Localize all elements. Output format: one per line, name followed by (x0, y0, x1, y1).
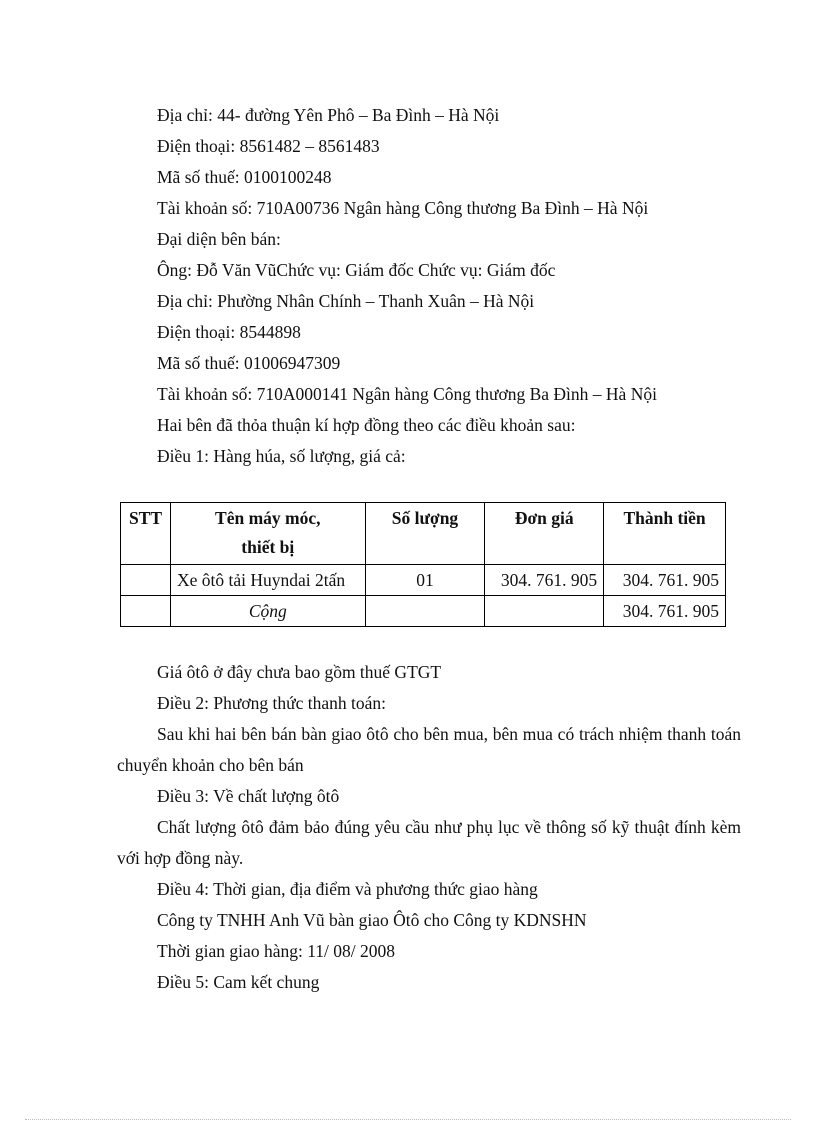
delivery-date: Thời gian giao hàng: 11/ 08/ 2008 (157, 941, 396, 961)
quality-paragraph: Chất lượng ôtô đảm bảo đúng yêu cầu như phụ lục về thông số kỹ thuật đính kèm với hợp đồng này. (117, 817, 741, 868)
col-header-name (170, 503, 365, 565)
cell-stt (121, 565, 171, 596)
col-header-amount: Thành tiền (604, 503, 726, 565)
cell-amount: 304. 761. 905 (604, 565, 726, 596)
col-header-unit-price: Đơn giá (485, 503, 604, 565)
article-2-heading: Điều 2: Phương thức thanh toán: (157, 693, 386, 713)
seller-tax-code: Mã số thuế: 01006947309 (157, 353, 341, 373)
article-3-heading: Điều 3: Về chất lượng ôtô (157, 786, 340, 806)
article-4-heading: Điều 4: Thời gian, địa điểm và phương thức giao hàng (157, 879, 538, 899)
total-amount: 304. 761. 905 (604, 596, 726, 627)
goods-table (120, 502, 726, 627)
delivery-parties: Công ty TNHH Anh Vũ bàn giao Ôtô cho Công ty KDNSHN (157, 910, 587, 930)
total-empty-cell (365, 596, 485, 627)
seller-person: Ông: Đỗ Văn VũChức vụ: Giám đốc Chức vụ: Giám đốc (157, 260, 556, 280)
total-empty-cell (121, 596, 171, 627)
vat-note: Giá ôtô ở đây chưa bao gồm thuế GTGT (157, 662, 442, 682)
cell-unit-price: 304. 761. 905 (485, 565, 604, 596)
table-row (121, 565, 726, 596)
col-header-name-line1: Tên máy móc, (215, 508, 321, 528)
article-5-heading: Điều 5: Cam kết chung (157, 972, 320, 992)
buyer-tax-code: Mã số thuế: 0100100248 (157, 167, 332, 187)
table-header-row (121, 503, 726, 565)
col-header-quantity: Số lượng (365, 503, 485, 565)
buyer-bank-account: Tài khoản số: 710A00736 Ngân hàng Công thương Ba Đình – Hà Nội (157, 198, 649, 218)
seller-phone: Điện thoại: 8544898 (157, 322, 301, 342)
col-header-name-line2: thiết bị (241, 537, 295, 557)
col-header-stt: STT (121, 503, 171, 565)
agreement-statement: Hai bên đã thỏa thuận kí hợp đồng theo các điều khoản sau: (157, 415, 576, 435)
cell-name: Xe ôtô tải Huyndai 2tấn (170, 565, 365, 596)
seller-bank-account: Tài khoản số: 710A000141 Ngân hàng Công thương Ba Đình – Hà Nội (157, 384, 657, 404)
buyer-phone: Điện thoại: 8561482 – 8561483 (157, 136, 380, 156)
buyer-address: Địa chỉ: 44- đường Yên Phô – Ba Đình – Hà Nội (157, 105, 500, 125)
total-empty-cell (485, 596, 604, 627)
total-label: Cộng (170, 596, 365, 627)
seller-representative-heading: Đại diện bên bán: (157, 229, 281, 249)
payment-paragraph: Sau khi hai bên bán bàn giao ôtô cho bên mua, bên mua có trách nhiệm thanh toán chuyển khoản cho bên bán (117, 724, 741, 775)
page-bottom-rule (25, 1119, 791, 1120)
seller-address: Địa chỉ: Phường Nhân Chính – Thanh Xuân – Hà Nội (157, 291, 535, 311)
article-1-heading: Điều 1: Hàng húa, số lượng, giá cả: (157, 446, 406, 466)
table-total-row (121, 596, 726, 627)
cell-quantity: 01 (365, 565, 485, 596)
